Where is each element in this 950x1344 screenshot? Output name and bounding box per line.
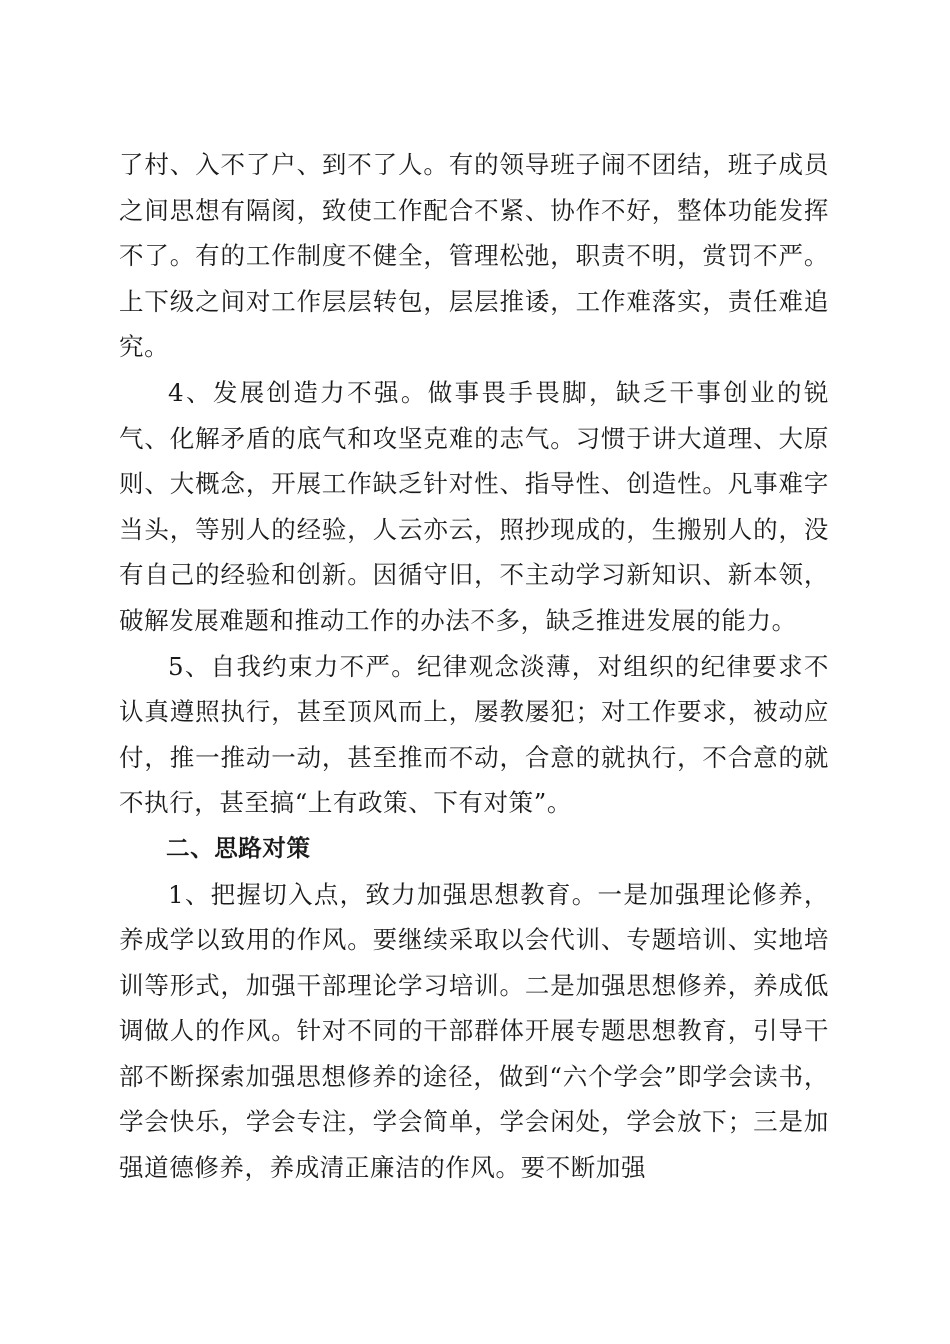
section-heading: 二、思路对策: [166, 833, 311, 862]
paragraph-strategy-1: 1、把握切入点，致力加强思想教育。一是加强理论修养，养成学以致用的作风。要继续采取以会代训、专题培训、实地培训等形式，加强干部理论学习培训。二是加强思想修养，养成低调做人的作风。针对不同的干部群体开展专题思想教育，引导干部不断探索加强思想修养的途径，做到“六个学会”即学会读书，学会快乐，学会专注，学会简单，学会闲处，学会放下；三是加强道德修养，养成清正廉洁的作风。要不断加强: [119, 879, 829, 1183]
document-body: [119, 142, 829, 1191]
paragraph-continuation: 了村、入不了户、到不了人。有的领导班子闹不团结，班子成员之间思想有隔阂，致使工作配合不紧、协作不好，整体功能发挥不了。有的工作制度不健全，管理松弛，职责不明，赏罚不严。上下级之间对工作层层转包，层层推诿，工作难落实，责任难追究。: [119, 150, 829, 362]
paragraph-item-4: 4、发展创造力不强。做事畏手畏脚，缺乏干事创业的锐气、化解矛盾的底气和攻坚克难的志气。习惯于讲大道理、大原则、大概念，开展工作缺乏针对性、指导性、创造性。凡事难字当头，等别人的经验，人云亦云，照抄现成的，生搬别人的，没有自己的经验和创新。因循守旧，不主动学习新知识、新本领，破解发展难题和推动工作的办法不多，缺乏推进发展的能力。: [119, 377, 829, 635]
paragraph-item-5: 5、自我约束力不严。纪律观念淡薄，对组织的纪律要求不认真遵照执行，甚至顶风而上，屡教屡犯；对工作要求，被动应付，推一推动一动，甚至推而不动，合意的就执行，不合意的就不执行，甚至搞“上有政策、下有对策”。: [119, 651, 829, 818]
